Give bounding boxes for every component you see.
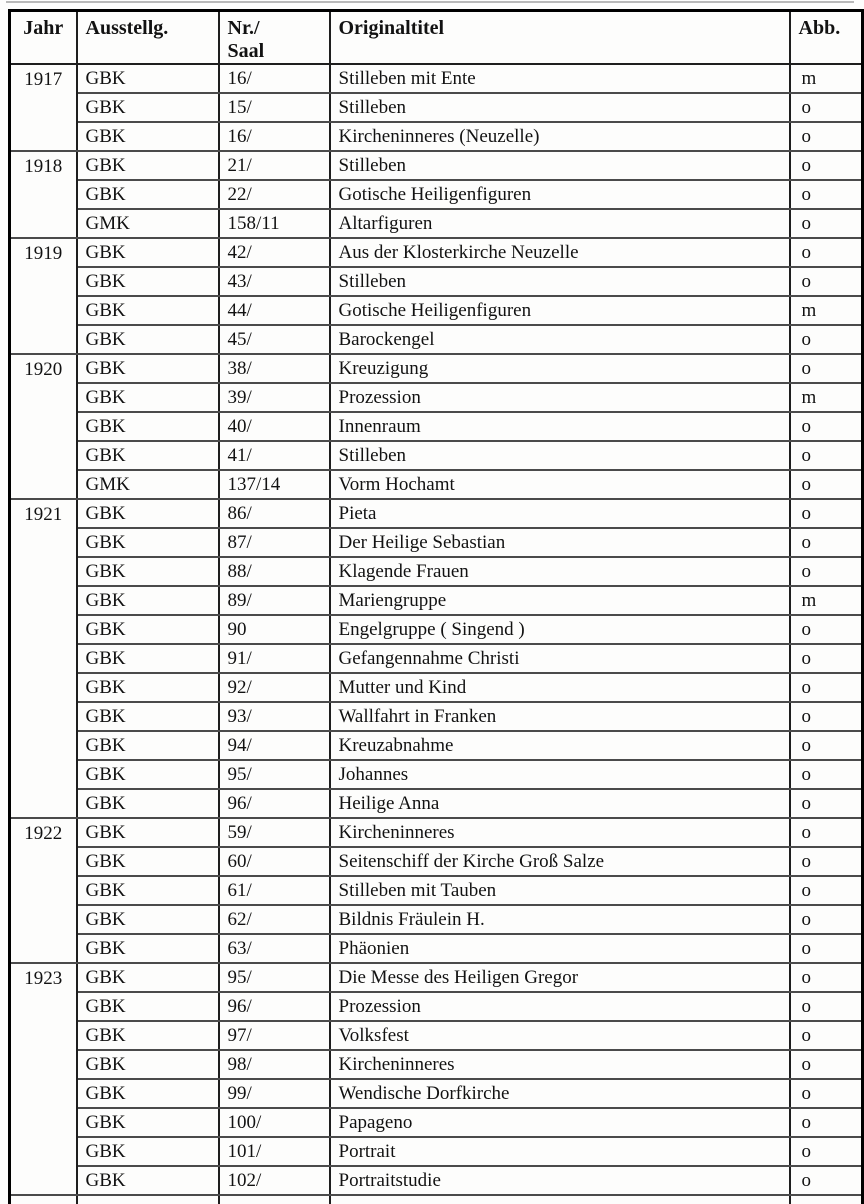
ausstellung-cell: GBK	[77, 499, 219, 528]
table-row	[10, 644, 863, 673]
ausstellung-cell: GBK	[77, 1050, 219, 1079]
ausstellung-cell: GBK	[77, 267, 219, 296]
originaltitel-cell: Volksfest	[330, 1021, 790, 1050]
ausstellung-cell: GBK	[77, 789, 219, 818]
nr-saal-cell: 96/	[219, 789, 330, 818]
originaltitel-cell: Prozession	[330, 383, 790, 412]
originaltitel-cell: Kircheninneres (Neuzelle)	[330, 122, 790, 151]
abb-cell: o	[790, 731, 863, 760]
table-row	[10, 673, 863, 702]
nr-saal-cell: 92/	[219, 673, 330, 702]
table-row	[10, 412, 863, 441]
abb-cell: o	[790, 122, 863, 151]
originaltitel-cell: Gefangennahme Christi	[330, 644, 790, 673]
year-cell: 1922	[10, 818, 77, 963]
partial-cell	[330, 1195, 790, 1204]
abb-cell: o	[790, 1021, 863, 1050]
year-cell: 1917	[10, 64, 77, 151]
table-row	[10, 963, 863, 992]
table-row	[10, 470, 863, 499]
originaltitel-cell: Stilleben	[330, 151, 790, 180]
ausstellung-cell: GBK	[77, 528, 219, 557]
originaltitel-cell: Engelgruppe ( Singend )	[330, 615, 790, 644]
originaltitel-cell: Vorm Hochamt	[330, 470, 790, 499]
table-row	[10, 528, 863, 557]
year-cell: 1920	[10, 354, 77, 499]
table-row	[10, 702, 863, 731]
abb-cell: o	[790, 1166, 863, 1195]
originaltitel-cell: Johannes	[330, 760, 790, 789]
col-header-ausstellg: Ausstellg.	[77, 11, 219, 65]
originaltitel-cell: Bildnis Fräulein H.	[330, 905, 790, 934]
ausstellung-cell: GBK	[77, 151, 219, 180]
table-row	[10, 64, 863, 93]
nr-saal-cell: 95/	[219, 963, 330, 992]
abb-cell: o	[790, 470, 863, 499]
abb-cell: o	[790, 992, 863, 1021]
abb-cell: o	[790, 151, 863, 180]
table-row	[10, 847, 863, 876]
table-row	[10, 905, 863, 934]
table-row	[10, 1108, 863, 1137]
ausstellung-cell: GBK	[77, 731, 219, 760]
ausstellung-cell: GBK	[77, 64, 219, 93]
originaltitel-cell: Stilleben mit Ente	[330, 64, 790, 93]
nr-saal-cell: 16/	[219, 64, 330, 93]
table-row	[10, 1079, 863, 1108]
table-row	[10, 499, 863, 528]
ausstellung-cell: GBK	[77, 383, 219, 412]
ausstellung-cell: GBK	[77, 296, 219, 325]
nr-saal-cell: 94/	[219, 731, 330, 760]
nr-saal-cell: 101/	[219, 1137, 330, 1166]
nr-saal-cell: 61/	[219, 876, 330, 905]
ausstellung-cell: GBK	[77, 354, 219, 383]
abb-cell: o	[790, 847, 863, 876]
nr-saal-cell: 42/	[219, 238, 330, 267]
nr-saal-cell: 43/	[219, 267, 330, 296]
partial-cell	[790, 1195, 863, 1204]
ausstellung-cell: GBK	[77, 702, 219, 731]
abb-cell: o	[790, 354, 863, 383]
originaltitel-cell: Kreuzigung	[330, 354, 790, 383]
abb-cell: o	[790, 673, 863, 702]
abb-cell: o	[790, 1050, 863, 1079]
partial-cell	[77, 1195, 219, 1204]
nr-saal-cell: 86/	[219, 499, 330, 528]
col-header-nr-line1: Nr./	[227, 17, 260, 39]
table-row	[10, 1137, 863, 1166]
abb-cell: o	[790, 267, 863, 296]
originaltitel-cell: Wendische Dorfkirche	[330, 1079, 790, 1108]
originaltitel-cell: Mariengruppe	[330, 586, 790, 615]
abb-cell: o	[790, 963, 863, 992]
table-row	[10, 789, 863, 818]
ausstellung-cell: GBK	[77, 93, 219, 122]
originaltitel-cell: Aus der Klosterkirche Neuzelle	[330, 238, 790, 267]
abb-cell: o	[790, 789, 863, 818]
table-row	[10, 383, 863, 412]
nr-saal-cell: 100/	[219, 1108, 330, 1137]
table-row	[10, 267, 863, 296]
ausstellung-cell: GBK	[77, 876, 219, 905]
originaltitel-cell: Kircheninneres	[330, 818, 790, 847]
ausstellung-cell: GBK	[77, 818, 219, 847]
nr-saal-cell: 158/11	[219, 209, 330, 238]
ausstellung-cell: GBK	[77, 586, 219, 615]
abb-cell: o	[790, 615, 863, 644]
col-header-originaltitel: Originaltitel	[330, 11, 790, 65]
nr-saal-cell: 63/	[219, 934, 330, 963]
abb-cell: o	[790, 93, 863, 122]
abb-cell: o	[790, 238, 863, 267]
ausstellung-cell: GBK	[77, 412, 219, 441]
abb-cell: o	[790, 1137, 863, 1166]
nr-saal-cell: 60/	[219, 847, 330, 876]
ausstellung-cell: GBK	[77, 441, 219, 470]
nr-saal-cell: 97/	[219, 1021, 330, 1050]
ausstellung-cell: GBK	[77, 1137, 219, 1166]
abb-cell: m	[790, 64, 863, 93]
originaltitel-cell: Altarfiguren	[330, 209, 790, 238]
table-row	[10, 238, 863, 267]
nr-saal-cell: 38/	[219, 354, 330, 383]
ausstellung-cell: GBK	[77, 934, 219, 963]
originaltitel-cell: Stilleben	[330, 93, 790, 122]
ausstellung-cell: GBK	[77, 1021, 219, 1050]
year-cell: 1923	[10, 963, 77, 1195]
nr-saal-cell: 15/	[219, 93, 330, 122]
originaltitel-cell: Die Messe des Heiligen Gregor	[330, 963, 790, 992]
nr-saal-cell: 39/	[219, 383, 330, 412]
partial-cell	[219, 1195, 330, 1204]
originaltitel-cell: Papageno	[330, 1108, 790, 1137]
ausstellung-cell: GMK	[77, 470, 219, 499]
originaltitel-cell: Gotische Heiligenfiguren	[330, 180, 790, 209]
table-row	[10, 818, 863, 847]
ausstellung-cell: GBK	[77, 325, 219, 354]
abb-cell: m	[790, 586, 863, 615]
ausstellung-cell: GBK	[77, 238, 219, 267]
ausstellung-cell: GBK	[77, 557, 219, 586]
table-row	[10, 296, 863, 325]
partial-cell	[10, 1195, 77, 1204]
abb-cell: o	[790, 644, 863, 673]
abb-cell: o	[790, 528, 863, 557]
year-cell: 1921	[10, 499, 77, 818]
ausstellung-cell: GBK	[77, 847, 219, 876]
table-row	[10, 93, 863, 122]
table-row	[10, 992, 863, 1021]
nr-saal-cell: 91/	[219, 644, 330, 673]
nr-saal-cell: 45/	[219, 325, 330, 354]
nr-saal-cell: 22/	[219, 180, 330, 209]
originaltitel-cell: Portrait	[330, 1137, 790, 1166]
table-row	[10, 180, 863, 209]
abb-cell: o	[790, 818, 863, 847]
table-row	[10, 934, 863, 963]
col-header-nr-line2: Saal	[227, 40, 265, 62]
header-row	[10, 11, 863, 65]
table-row	[10, 441, 863, 470]
ausstellung-cell: GBK	[77, 963, 219, 992]
originaltitel-cell: Prozession	[330, 992, 790, 1021]
table-row	[10, 151, 863, 180]
originaltitel-cell: Klagende Frauen	[330, 557, 790, 586]
nr-saal-cell: 137/14	[219, 470, 330, 499]
year-cell: 1918	[10, 151, 77, 238]
scan-artifact-line	[6, 1, 854, 3]
abb-cell: o	[790, 557, 863, 586]
abb-cell: o	[790, 325, 863, 354]
originaltitel-cell: Portraitstudie	[330, 1166, 790, 1195]
originaltitel-cell: Stilleben	[330, 441, 790, 470]
table-row	[10, 1021, 863, 1050]
originaltitel-cell: Heilige Anna	[330, 789, 790, 818]
table-row	[10, 1166, 863, 1195]
nr-saal-cell: 93/	[219, 702, 330, 731]
col-header-jahr: Jahr	[10, 11, 77, 65]
originaltitel-cell: Mutter und Kind	[330, 673, 790, 702]
abb-cell: o	[790, 1108, 863, 1137]
abb-cell: m	[790, 296, 863, 325]
exhibition-catalog-table	[8, 9, 864, 1204]
table-row	[10, 731, 863, 760]
ausstellung-cell: GBK	[77, 615, 219, 644]
table-row	[10, 586, 863, 615]
nr-saal-cell: 40/	[219, 412, 330, 441]
table-row	[10, 876, 863, 905]
nr-saal-cell: 89/	[219, 586, 330, 615]
ausstellung-cell: GBK	[77, 1108, 219, 1137]
nr-saal-cell: 96/	[219, 992, 330, 1021]
abb-cell: o	[790, 441, 863, 470]
nr-saal-cell: 99/	[219, 1079, 330, 1108]
nr-saal-cell: 90	[219, 615, 330, 644]
abb-cell: o	[790, 934, 863, 963]
nr-saal-cell: 62/	[219, 905, 330, 934]
table-row	[10, 122, 863, 151]
originaltitel-cell: Kircheninneres	[330, 1050, 790, 1079]
originaltitel-cell: Stilleben mit Tauben	[330, 876, 790, 905]
table-body	[10, 64, 863, 1204]
abb-cell: o	[790, 760, 863, 789]
abb-cell: o	[790, 499, 863, 528]
ausstellung-cell: GBK	[77, 644, 219, 673]
originaltitel-cell: Pieta	[330, 499, 790, 528]
nr-saal-cell: 98/	[219, 1050, 330, 1079]
abb-cell: o	[790, 905, 863, 934]
ausstellung-cell: GMK	[77, 209, 219, 238]
nr-saal-cell: 44/	[219, 296, 330, 325]
table-row	[10, 209, 863, 238]
partial-cutoff-row	[10, 1195, 863, 1204]
ausstellung-cell: GBK	[77, 122, 219, 151]
table-row	[10, 760, 863, 789]
ausstellung-cell: GBK	[77, 673, 219, 702]
ausstellung-cell: GBK	[77, 760, 219, 789]
table-row	[10, 557, 863, 586]
nr-saal-cell: 88/	[219, 557, 330, 586]
ausstellung-cell: GBK	[77, 992, 219, 1021]
originaltitel-cell: Seitenschiff der Kirche Groß Salze	[330, 847, 790, 876]
ausstellung-cell: GBK	[77, 905, 219, 934]
ausstellung-cell: GBK	[77, 1079, 219, 1108]
nr-saal-cell: 41/	[219, 441, 330, 470]
col-header-abb: Abb.	[790, 11, 863, 65]
abb-cell: o	[790, 876, 863, 905]
originaltitel-cell: Kreuzabnahme	[330, 731, 790, 760]
abb-cell: o	[790, 702, 863, 731]
nr-saal-cell: 102/	[219, 1166, 330, 1195]
originaltitel-cell: Stilleben	[330, 267, 790, 296]
table-row	[10, 1050, 863, 1079]
originaltitel-cell: Wallfahrt in Franken	[330, 702, 790, 731]
abb-cell: o	[790, 412, 863, 441]
table-row	[10, 325, 863, 354]
ausstellung-cell: GBK	[77, 180, 219, 209]
year-cell: 1919	[10, 238, 77, 354]
nr-saal-cell: 87/	[219, 528, 330, 557]
originaltitel-cell: Gotische Heiligenfiguren	[330, 296, 790, 325]
originaltitel-cell: Der Heilige Sebastian	[330, 528, 790, 557]
table-row	[10, 354, 863, 383]
table-row	[10, 615, 863, 644]
ausstellung-cell: GBK	[77, 1166, 219, 1195]
nr-saal-cell: 95/	[219, 760, 330, 789]
originaltitel-cell: Barockengel	[330, 325, 790, 354]
abb-cell: m	[790, 383, 863, 412]
nr-saal-cell: 21/	[219, 151, 330, 180]
col-header-nr-saal	[219, 11, 330, 65]
abb-cell: o	[790, 209, 863, 238]
originaltitel-cell: Phäonien	[330, 934, 790, 963]
abb-cell: o	[790, 1079, 863, 1108]
originaltitel-cell: Innenraum	[330, 412, 790, 441]
nr-saal-cell: 59/	[219, 818, 330, 847]
nr-saal-cell: 16/	[219, 122, 330, 151]
abb-cell: o	[790, 180, 863, 209]
